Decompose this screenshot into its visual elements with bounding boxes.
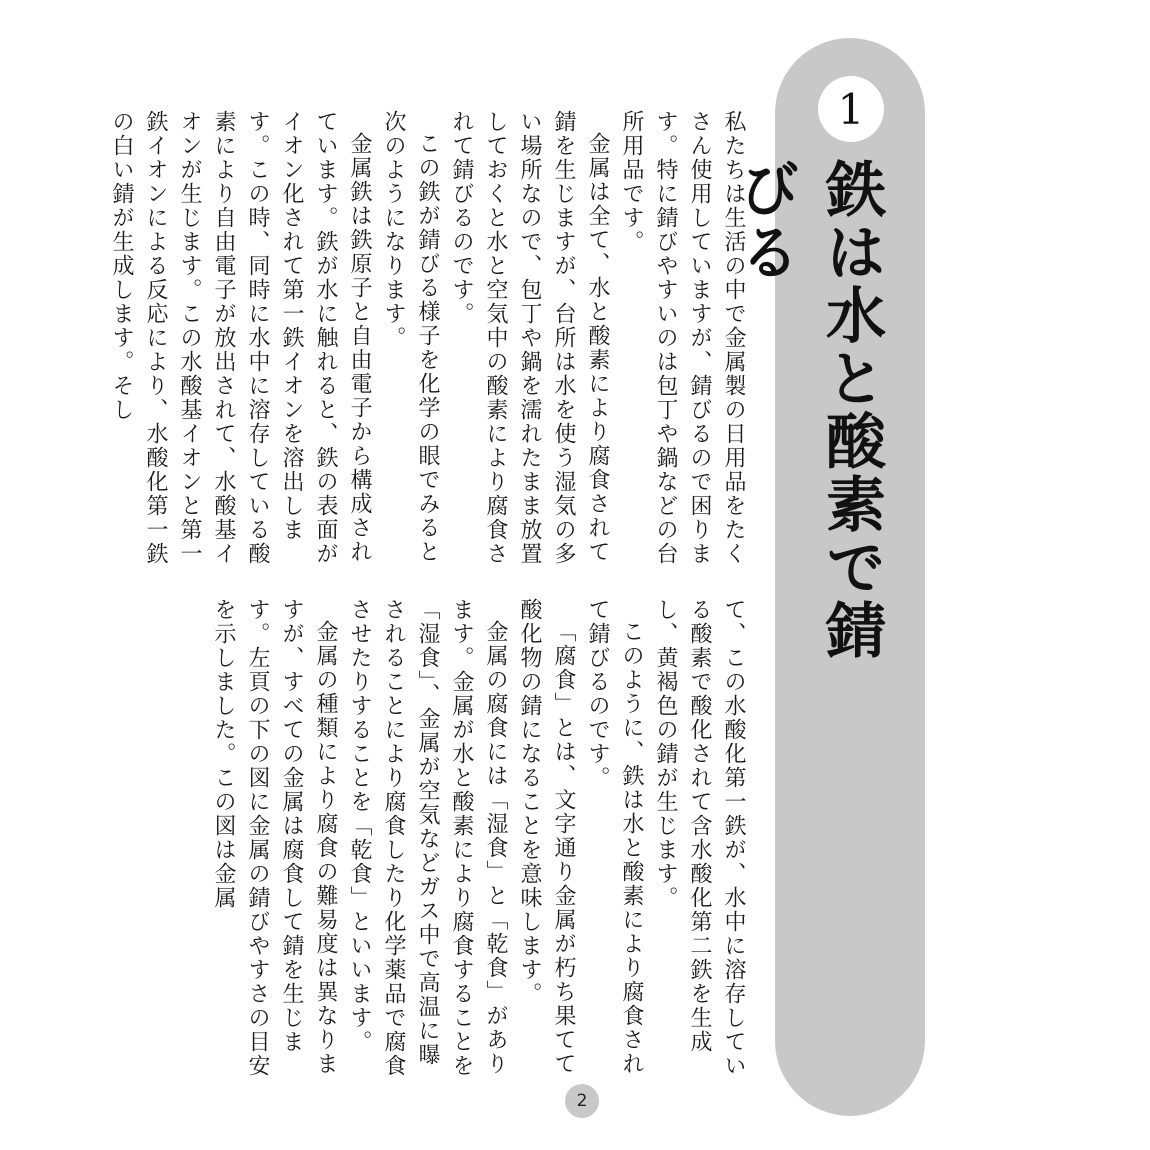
paragraph: 「腐食」とは、文字通り金属が朽ち果てて酸化物の錆になることを意味します。 (517, 598, 576, 1076)
paragraph: 金属の種類により腐食の難易度は異なりますが、すべての金属は腐食して錆を生じます。左頁の下の図に金属の錆びやすさの目安を示しました。この図は金属 (211, 598, 338, 1078)
paragraph: 私たちは生活の中で金属製の日用品をたくさん使用していますが、錆びるので困ります。特に錆びやすいのは包丁や鍋などの台所用品です。 (619, 110, 746, 566)
paragraph: このように、鉄は水と酸素により腐食されて錆びるのです。 (585, 598, 644, 1076)
paragraph: て、この水酸化第一鉄が、水中に溶存している酸素で酸化されて含水酸化第二鉄を生成し、黄褐色の錆が生じます。 (653, 598, 746, 1078)
body-text-top (109, 110, 750, 580)
paragraph: この鉄が錆びる様子を化学の眼でみると次のようになります。 (381, 110, 440, 564)
chapter-number: 1 (818, 76, 884, 142)
chapter-title: 鉄は水と酸素で錆びる (730, 158, 886, 662)
page-number: 2 (565, 1084, 599, 1118)
paragraph: 金属の腐食には「湿食」と「乾食」があります。金属が水と酸素により腐食することを「湿食」、金属が空気などガス中で高温に曝されることにより腐食したり化学薬品で腐食させたりすることを「乾食」といいます。 (347, 598, 508, 1078)
paragraph: 金属は全て、水と酸素により腐食されて錆を生じますが、台所は水を使う湿気の多い場所なので、包丁や鍋を濡れたまま放置しておくと水と空気中の酸素により腐食されて錆びるのです。 (449, 110, 610, 566)
paragraph: 金属鉄は鉄原子と自由電子から構成されています。鉄が水に触れると、鉄の表面がイオン化されて第一鉄イオンを溶出します。この時、同時に水中に溶存している酸素により自由電子が放出されて、水酸基イオンが生じます。この水酸基イオンと第一鉄イオンによる反応により、水酸化第一鉄の白い錆が生成します。そし (109, 110, 372, 566)
body-text-bottom (211, 598, 750, 1078)
